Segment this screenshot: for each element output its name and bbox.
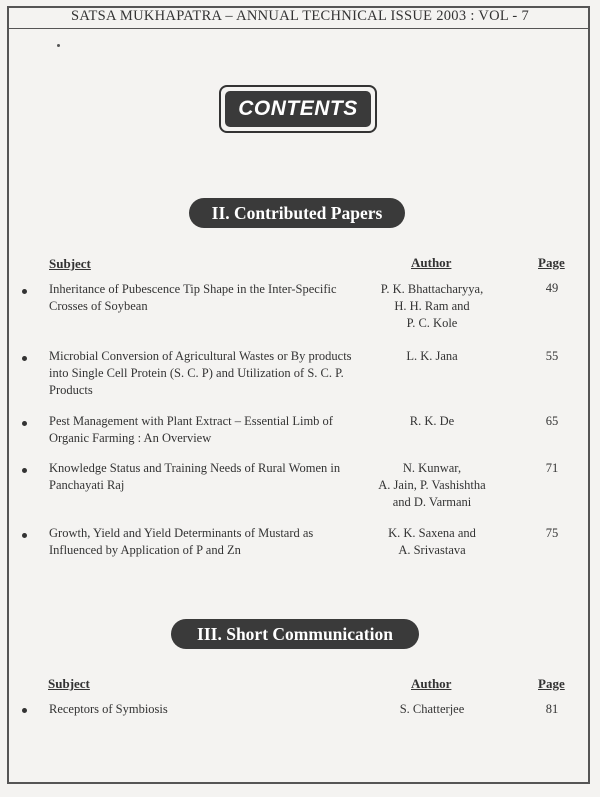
entry-page: 55: [545, 349, 559, 363]
entry-author-line: N. Kunwar,: [402, 461, 462, 475]
contents-title-box: [219, 85, 377, 133]
bullet-icon: [22, 356, 27, 361]
section-contributed-papers-title: II. Contributed Papers: [211, 202, 383, 223]
bullet-icon: [22, 421, 27, 426]
entry-subject-line: Pest Management with Plant Extract – Essential Limb of: [49, 414, 333, 428]
entry-subject-line: Crosses of Soybean: [49, 299, 148, 313]
entry-page: 65: [545, 414, 559, 428]
entry-author-line: R. K. De: [409, 414, 455, 428]
contents-title-inner: [225, 91, 371, 127]
entry-subject-line: Inheritance of Pubescence Tip Shape in the Inter-Specific: [49, 282, 337, 296]
entry-subject: [49, 701, 379, 718]
entry-subject: [49, 281, 379, 315]
entry-author: [365, 525, 499, 559]
entry-author: [365, 348, 499, 365]
entry-subject: [49, 525, 379, 559]
entry-author: [365, 281, 499, 332]
page-column-header: Page: [538, 255, 565, 270]
entry-subject-line: Knowledge Status and Training Needs of Rural Women in: [49, 461, 341, 475]
subject-column-header: Subject: [48, 676, 90, 691]
bullet-icon: [22, 289, 27, 294]
entry-subject-line: Receptors of Symbiosis: [49, 702, 168, 716]
entry-author-line: L. K. Jana: [406, 349, 458, 363]
entry-subject-line: Organic Farming : An Overview: [49, 431, 212, 445]
entry-subject-line: Microbial Conversion of Agricultural Wastes or By products: [49, 349, 352, 363]
entry-page: 75: [545, 526, 559, 540]
entry-subject-line: Products: [49, 383, 93, 397]
print-speck: [57, 44, 60, 47]
page-column-header: Page: [538, 676, 565, 691]
entry-page: 71: [545, 461, 559, 475]
entry-subject-line: into Single Cell Protein (S. C. P) and Utilization of S. C. P.: [49, 366, 344, 380]
entry-author-line: P. K. Bhattacharyya,: [380, 282, 484, 296]
entry-author: [365, 701, 499, 718]
section-contributed-papers-banner: [189, 198, 405, 228]
entry-author-line: H. H. Ram and: [394, 299, 470, 313]
entry-author-line: A. Jain, P. Vashishtha: [378, 478, 486, 492]
entry-author-line: S. Chatterjee: [399, 702, 465, 716]
entry-author-line: A. Srivastava: [398, 543, 466, 557]
entry-author-line: P. C. Kole: [406, 316, 458, 330]
entry-subject: [49, 460, 379, 494]
author-column-header: Author: [411, 676, 452, 691]
author-column-header: Author: [411, 255, 452, 270]
section-short-communication-banner: [171, 619, 419, 649]
entry-subject-line: Growth, Yield and Yield Determinants of Mustard as: [49, 526, 314, 540]
entry-subject-line: Influenced by Application of P and Zn: [49, 543, 241, 557]
entry-author-line: K. K. Saxena and: [388, 526, 476, 540]
section-short-communication-title: III. Short Communication: [197, 623, 393, 644]
header-divider: [9, 28, 588, 29]
bullet-icon: [22, 708, 27, 713]
entry-subject-line: Panchayati Raj: [49, 478, 125, 492]
entry-author-line: and D. Varmani: [392, 495, 472, 509]
bullet-icon: [22, 533, 27, 538]
journal-header: SATSA MUKHAPATRA – ANNUAL TECHNICAL ISSUE 2003 : VOL - 7: [70, 8, 530, 24]
entry-subject: [49, 348, 379, 399]
entry-page: 49: [545, 281, 559, 295]
contents-title: CONTENTS: [238, 97, 358, 120]
entry-author: [365, 460, 499, 511]
entry-author: [365, 413, 499, 430]
entry-page: 81: [545, 702, 559, 716]
entry-subject: [49, 413, 379, 447]
subject-column-header: Subject: [49, 256, 91, 271]
bullet-icon: [22, 468, 27, 473]
